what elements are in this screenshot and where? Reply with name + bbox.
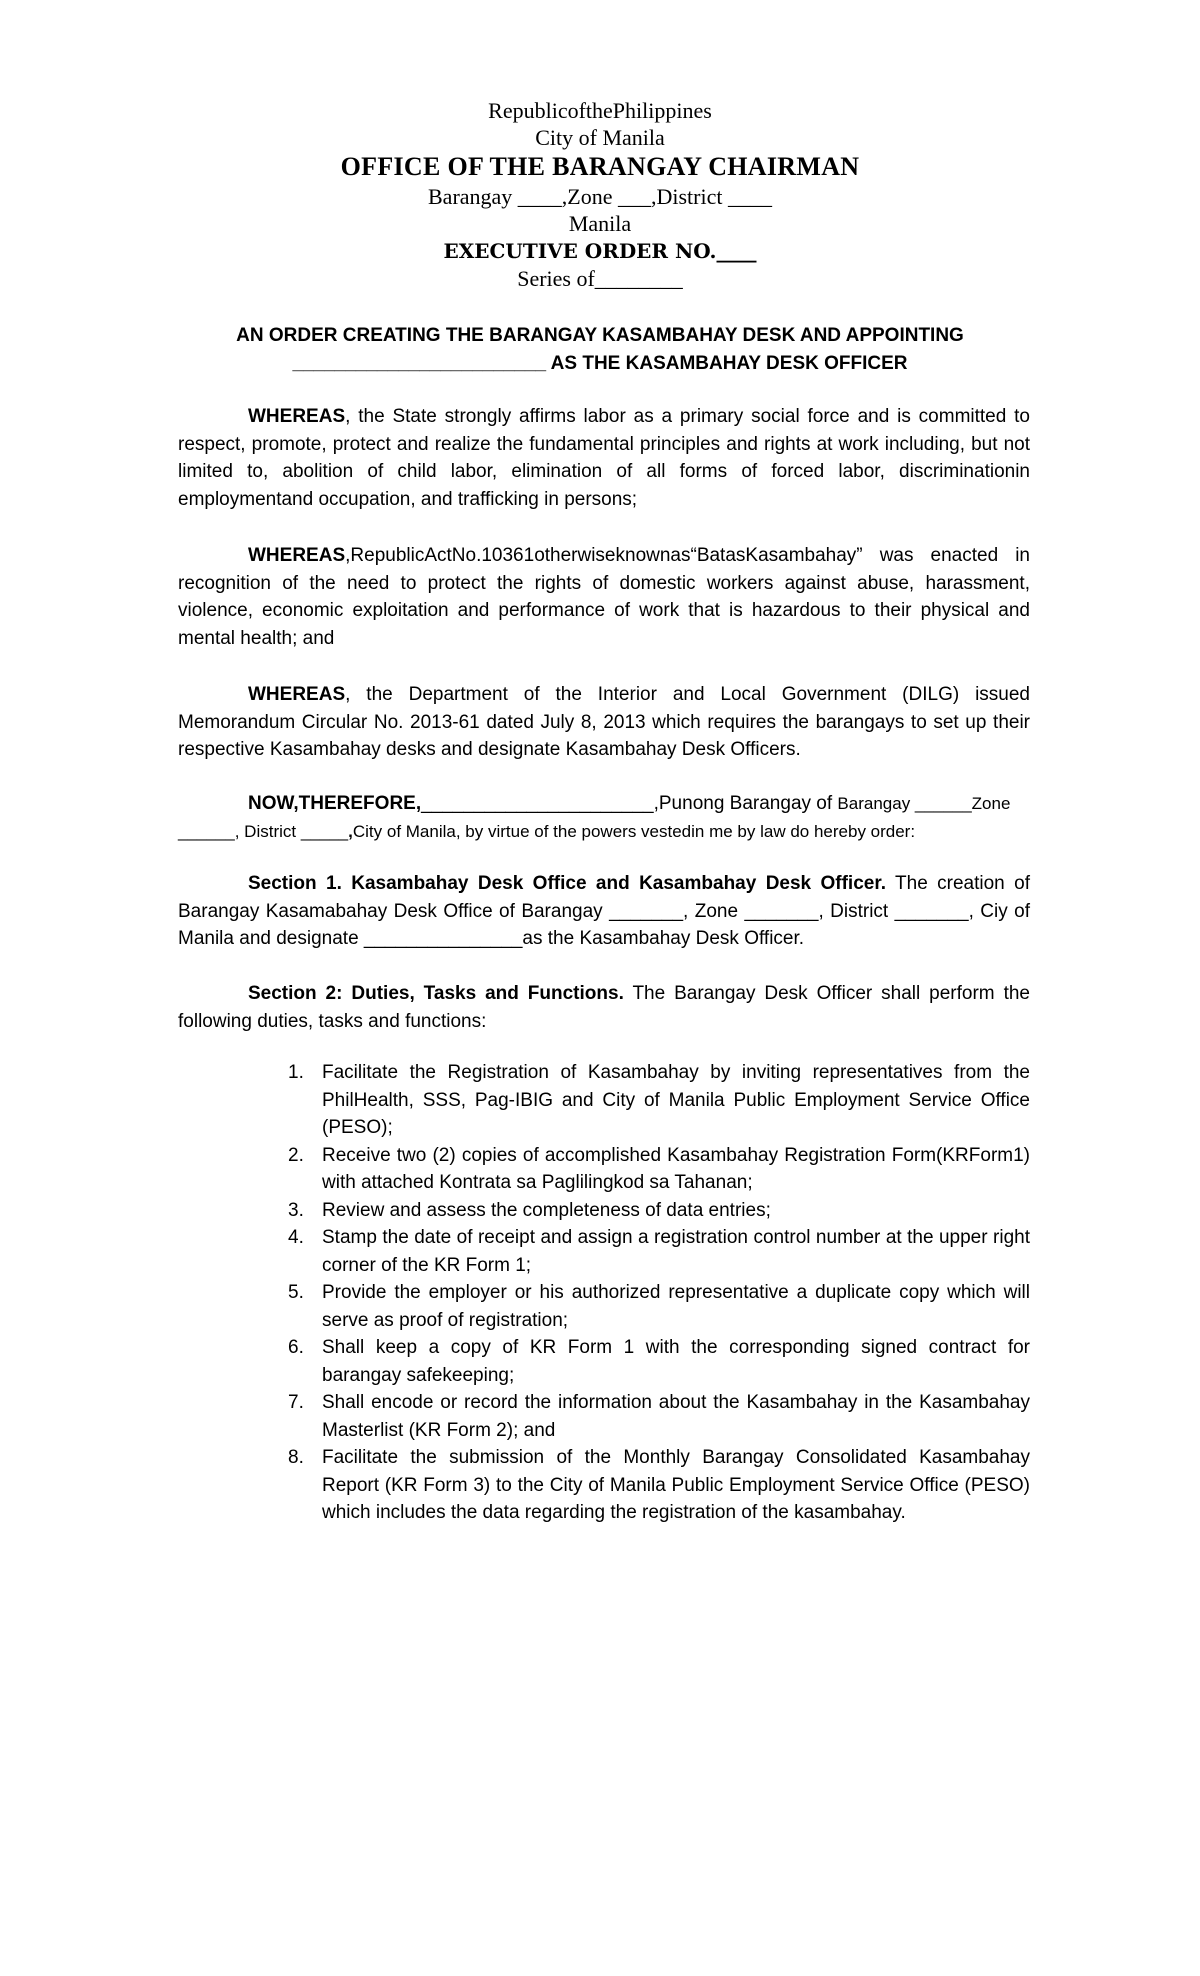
now-therefore-text: ,Punong Barangay of <box>653 793 838 814</box>
now-therefore-paragraph <box>178 790 1030 845</box>
list-item <box>278 1389 1030 1444</box>
document-header <box>0 97 1200 293</box>
list-item-number: 2. <box>288 1144 304 1166</box>
district-blank: , District _____ <box>234 821 349 841</box>
whereas-paragraph-3 <box>178 681 1030 764</box>
header-series: Series of________ <box>517 266 683 291</box>
header-office-title: OFFICE OF THE BARANGAY CHAIRMAN <box>340 152 860 181</box>
whereas-text: , the State strongly affirms labor as a primary social force and is committed to respect, promote, protect and realize the fundamental principles and rights at work including, but not limited to, abolition of child labor, elimination of all forms of forced labor, discriminationin employmentand occupation, and trafficking in persons; <box>178 406 1030 510</box>
section-1-heading: Section 1. Kasambahay Desk Office and Kasambahay Desk Officer. <box>248 873 886 894</box>
list-item-number: 3. <box>288 1199 304 1221</box>
whereas-lead: WHEREAS <box>248 406 346 427</box>
list-item <box>278 1279 1030 1334</box>
header-city: City of Manila <box>535 125 665 150</box>
whereas-lead: WHEREAS <box>248 545 346 566</box>
list-item-text: Provide the employer or his authorized representative a duplicate copy which will serve as proof of registration; <box>322 1282 1030 1331</box>
duties-list <box>278 1059 1030 1527</box>
list-item-number: 1. <box>288 1062 304 1083</box>
header-barangay-line: Barangay ____,Zone ___,District ____ <box>428 184 772 209</box>
order-title-line1: AN ORDER CREATING THE BARANGAY KASAMBAHAY DESK AND APPOINTING <box>236 325 964 346</box>
now-therefore-barangay: Barangay ______Zone <box>837 794 1011 813</box>
whereas-text: ,RepublicActNo.10361otherwiseknownas“BatasKasambahay” was enacted in recognition of the need to protect the rights of domestic workers against abuse, harassment, violence, economic exploitation and performance of work that is hazardous to their physical and mental health; and <box>178 545 1030 649</box>
list-item-text: Review and assess the completeness of data entries; <box>322 1199 771 1221</box>
header-executive-order: EXECUTIVE ORDER NO.____ <box>443 239 757 263</box>
list-item-text: Facilitate the Registration of Kasambahay by inviting representatives from the PhilHealth, SSS, Pag-IBIG and City of Manila Public Employment Service Office (PESO); <box>322 1062 1030 1138</box>
list-item-number: 8. <box>288 1447 304 1468</box>
whereas-text: , the Department of the Interior and Local Government (DILG) issued Memorandum Circular No. 2013-61 dated July 8, 2013 which requires the barangays to set up their respective Kasambahay desks and designate Kasambahay Desk Officers. <box>178 684 1030 760</box>
whereas-paragraph-2 <box>178 542 1030 652</box>
section-2-heading: Section 2: Duties, Tasks and Functions. <box>248 983 624 1004</box>
list-item-number: 6. <box>288 1337 304 1358</box>
whereas-lead: WHEREAS <box>248 684 346 705</box>
zone-blank: ______ <box>178 821 235 841</box>
section-2 <box>178 980 1030 1035</box>
header-manila: Manila <box>568 211 632 236</box>
now-therefore-closing: City of Manila, by virtue of the powers vestedin me by law do hereby order: <box>352 821 916 841</box>
list-item-text: Shall encode or record the information about the Kasambahay in the Kasambahay Masterlist (KR Form 2); and <box>322 1392 1030 1441</box>
section-2-text: The Barangay Desk Officer shall perform the following duties, tasks and functions: <box>178 983 1030 1032</box>
now-therefore-lead: NOW,THEREFORE, <box>248 793 422 814</box>
header-republic: RepublicofthePhilippines <box>488 98 712 123</box>
list-item-number: 5. <box>288 1282 304 1303</box>
list-item <box>278 1142 1030 1197</box>
list-item-text: Stamp the date of receipt and assign a registration control number at the upper right corner of the KR Form 1; <box>322 1227 1030 1276</box>
section-1 <box>178 870 1030 953</box>
list-item <box>278 1059 1030 1142</box>
list-item-text: Receive two (2) copies of accomplished Kasambahay Registration Form(KRForm1) with attached Kontrata sa Paglilingkod sa Tahanan; <box>322 1144 1030 1193</box>
list-item <box>278 1224 1030 1279</box>
order-title <box>150 322 1050 378</box>
list-item-text: Facilitate the submission of the Monthly Barangay Consolidated Kasambahay Report (KR Form 3) to the City of Manila Public Employment Service Office (PESO) which includes the data regarding the registration of the kasambahay. <box>322 1447 1030 1523</box>
punong-barangay-blank: ______________________ <box>421 793 654 814</box>
order-title-line2: ________________________ AS THE KASAMBAHAY DESK OFFICER <box>292 353 908 374</box>
list-item-number: 4. <box>288 1227 304 1248</box>
section-1-text: The creation of Barangay Kasamabahay Desk Office of Barangay _______, Zone _______, District _______, Ciy of Manila and designate _______________as the Kasambahay Desk Officer. <box>178 873 1030 949</box>
now-therefore-comma: , <box>348 821 353 841</box>
list-item <box>278 1197 1030 1225</box>
list-item-number: 7. <box>288 1392 304 1413</box>
list-item <box>278 1334 1030 1389</box>
list-item-text: Shall keep a copy of KR Form 1 with the corresponding signed contract for barangay safekeeping; <box>322 1337 1030 1386</box>
whereas-paragraph-1 <box>178 403 1030 513</box>
list-item <box>278 1444 1030 1527</box>
